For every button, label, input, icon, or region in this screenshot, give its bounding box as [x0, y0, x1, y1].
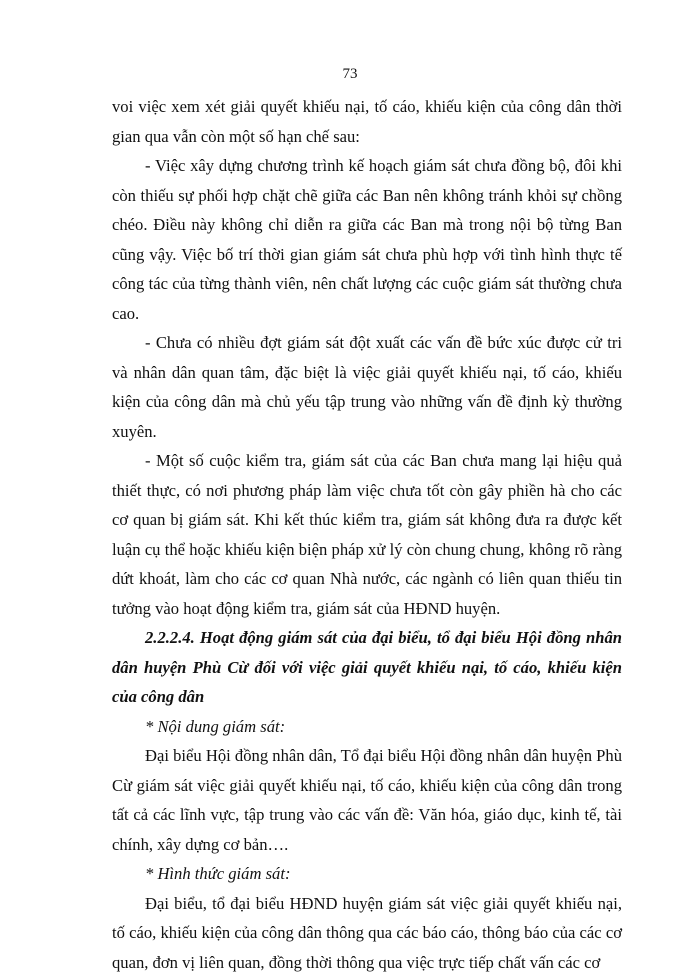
paragraph-bullet-2: - Chưa có nhiều đợt giám sát đột xuất các vấn đề bức xúc được cử tri và nhân dân quan tâm, đặc biệt là việc giải quyết khiếu nại, tố cáo, khiếu kiện của công dân mà chủ yếu tập trung vào những vấn đề định kỳ thường xuyên.: [112, 328, 622, 446]
paragraph-content: Đại biểu Hội đồng nhân dân, Tổ đại biểu Hội đồng nhân dân huyện Phù Cừ giám sát việc giải quyết khiếu nại, tố cáo, khiếu kiện của công dân trong tất cả các lĩnh vực, tập trung vào các vấn đề: Văn hóa, giáo dục, kinh tế, tài chính, xây dựng cơ bản….: [112, 741, 622, 859]
section-heading: 2.2.2.4. Hoạt động giám sát của đại biểu, tổ đại biểu Hội đồng nhân dân huyện Phù Cừ đối với việc giải quyết khiếu nại, tố cáo, khiếu kiện của công dân: [112, 623, 622, 712]
subheading-content: * Nội dung giám sát:: [112, 712, 622, 742]
subheading-form: * Hình thức giám sát:: [112, 859, 622, 889]
body-text: [112, 92, 622, 977]
paragraph-form: Đại biểu, tổ đại biểu HĐND huyện giám sát việc giải quyết khiếu nại, tố cáo, khiếu kiện của công dân thông qua các báo cáo, thông báo của các cơ quan, đơn vị liên quan, đồng thời thông qua việc trực tiếp chất vấn các cơ: [112, 889, 622, 977]
paragraph-bullet-1: - Việc xây dựng chương trình kế hoạch giám sát chưa đồng bộ, đôi khi còn thiếu sự phối hợp chặt chẽ giữa các Ban nên không tránh khỏi sự chồng chéo. Điều này không chỉ diễn ra giữa các Ban mà trong nội bộ từng Ban cũng vậy. Việc bố trí thời gian giám sát chưa phù hợp với tình hình thực tế công tác của từng thành viên, nên chất lượng các cuộc giám sát thường chưa cao.: [112, 151, 622, 328]
paragraph-bullet-3: - Một số cuộc kiểm tra, giám sát của các Ban chưa mang lại hiệu quả thiết thực, có nơi phương pháp làm việc chưa tốt còn gây phiền hà cho các cơ quan bị giám sát. Khi kết thúc kiểm tra, giám sát không đưa ra được kết luận cụ thể hoặc khiếu kiện biện pháp xử lý còn chung chung, không rõ ràng dứt khoát, làm cho các cơ quan Nhà nước, các ngành có liên quan thiếu tin tưởng vào hoạt động kiểm tra, giám sát của HĐND huyện.: [112, 446, 622, 623]
page-number: 73: [0, 66, 700, 83]
paragraph-continuation: voi việc xem xét giải quyết khiếu nại, tố cáo, khiếu kiện của công dân thời gian qua vẫn còn một số hạn chế sau:: [112, 92, 622, 151]
